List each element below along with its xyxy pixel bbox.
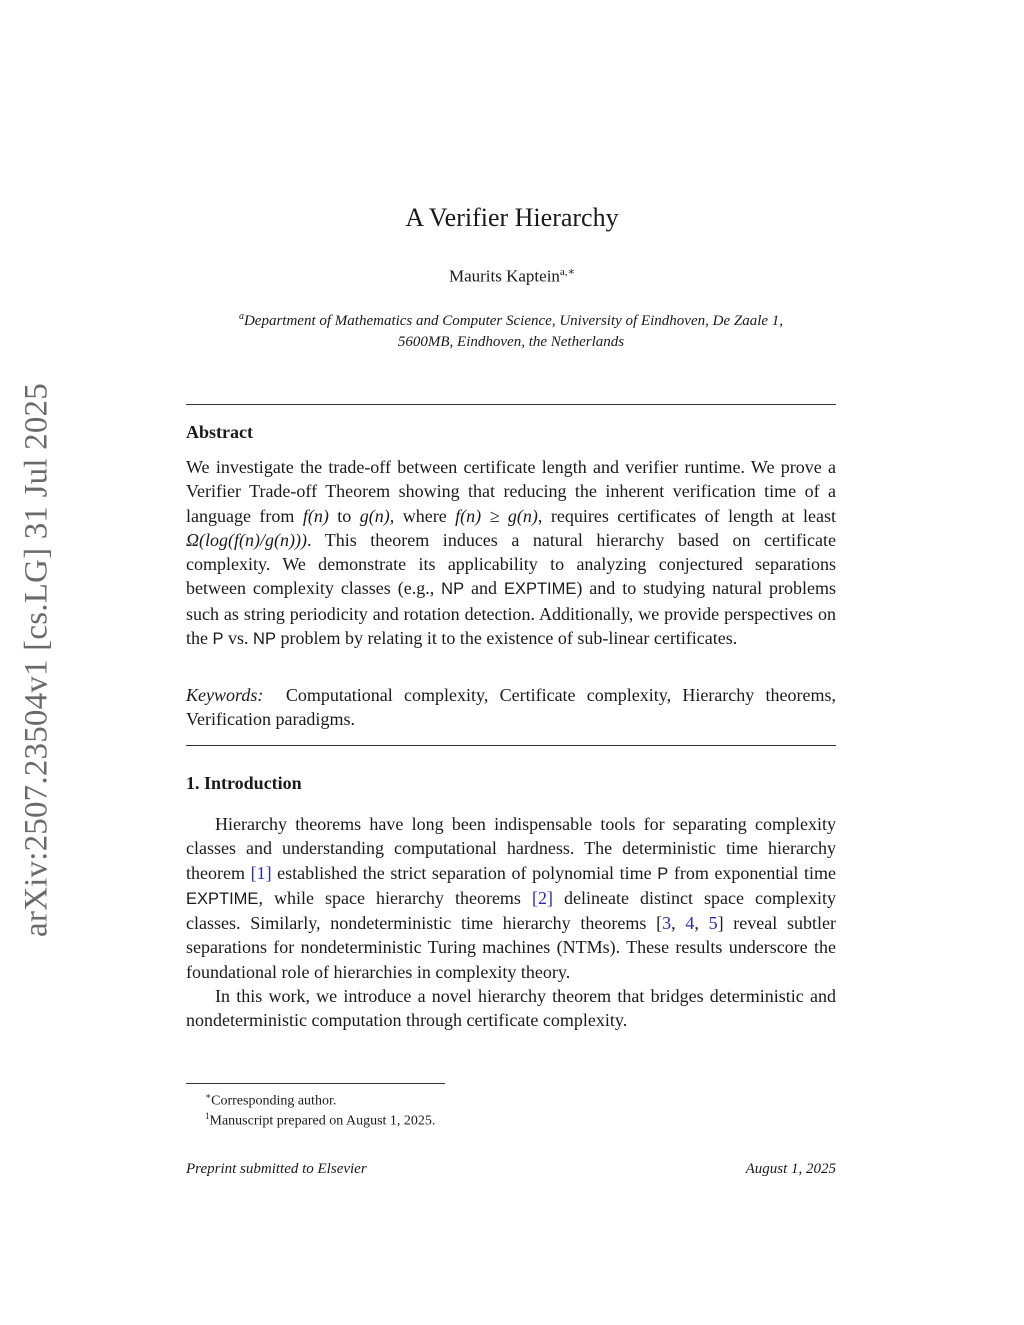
abstract-text: vs.	[223, 628, 254, 649]
abstract-text: and	[464, 578, 504, 599]
intro-text: ,	[671, 913, 686, 934]
introduction-body	[186, 812, 836, 1033]
abstract-text: . This theorem induces a natural hierarchy based on certificate complexity. We demonstrate its applicability to analyzing conjectured separations between complexity classes (e.g.,	[186, 529, 836, 599]
class-exptime: EXPTIME	[186, 889, 259, 908]
section-heading-introduction: 1. Introduction	[186, 773, 302, 793]
abstract-body	[186, 455, 836, 651]
footnote-corresponding	[205, 1091, 336, 1110]
affiliation-line-2: 5600MB, Eindhoven, the Netherlands	[397, 334, 625, 350]
abstract-text: problem by relating it to the existence of sub-linear certificates.	[275, 628, 738, 649]
keywords-text: Computational complexity, Certificate complexity, Hierarchy theorems, Verification paradigms.	[186, 685, 837, 730]
class-np: NP	[441, 580, 465, 599]
class-p: P	[657, 864, 669, 883]
footer-date: August 1, 2025	[745, 1161, 836, 1177]
affiliation-mark: a	[238, 311, 244, 322]
keywords	[186, 683, 836, 732]
class-p: P	[212, 630, 224, 649]
abstract-top-rule	[186, 404, 836, 405]
intro-text: delineate distinct space complexity classes. Similarly, nondeterministic time hierarchy theorems [	[186, 887, 836, 934]
footnote-mark: 1	[205, 1111, 210, 1121]
citation-link[interactable]: [1]	[250, 862, 272, 883]
intro-text: ] reveal subtler separations for nondeterministic Turing machines (NTMs). These results underscore the foundational role of hierarchies in complexity theory.	[186, 913, 836, 982]
abstract-text: to	[328, 505, 360, 526]
math-inequality: f(n) ≥ g(n)	[455, 505, 538, 526]
affiliation	[186, 306, 836, 353]
author-line	[0, 265, 1024, 287]
citation-link[interactable]: 3	[662, 913, 672, 934]
intro-paragraph-1	[186, 812, 836, 984]
citation-link[interactable]: 4	[685, 913, 695, 934]
author-name: Maurits Kaptein	[448, 266, 560, 286]
arxiv-identifier: arXiv:2507.23504v1 [cs.LG] 31 Jul 2025	[18, 383, 55, 937]
intro-text: from exponential time	[668, 862, 836, 883]
footnote-text: Manuscript prepared on August 1, 2025.	[209, 1113, 436, 1129]
paper-title: A Verifier Hierarchy	[405, 203, 619, 232]
math-omega-bound: Ω(log(f(n)/g(n)))	[186, 529, 307, 550]
intro-text: established the strict separation of polynomial time	[271, 862, 658, 883]
footnote-text: Corresponding author.	[211, 1093, 337, 1109]
abstract-text: ) and to studying natural problems such as string periodicity and rotation detection. Additionally, we provide perspectives on the	[186, 578, 836, 649]
footer-journal: Preprint submitted to Elsevier	[186, 1161, 367, 1177]
abstract-bottom-rule	[186, 745, 836, 746]
class-np: NP	[253, 630, 276, 649]
intro-text: Hierarchy theorems have long been indispensable tools for separating complexity classes and understanding computational hardness. The deterministic time hierarchy theorem	[186, 814, 836, 883]
footnote-manuscript	[205, 1111, 435, 1130]
keywords-label: Keywords:	[186, 685, 264, 705]
intro-text: ,	[694, 913, 709, 934]
intro-paragraph-2: In this work, we introduce a novel hierarchy theorem that bridges deterministic and nondeterministic computation through certificate complexity.	[186, 986, 836, 1031]
footnote-mark: ∗	[205, 1091, 212, 1101]
abstract-heading: Abstract	[186, 422, 253, 442]
abstract-text: , where	[389, 505, 456, 526]
footnote-rule	[186, 1083, 445, 1084]
affiliation-line-1: Department of Mathematics and Computer Science, University of Eindhoven, De Zaale 1,	[243, 313, 784, 329]
class-exptime: EXPTIME	[503, 580, 577, 599]
citation-link[interactable]: 5	[708, 913, 718, 934]
citation-link[interactable]: [2]	[531, 887, 553, 908]
abstract-text: , requires certificates of length at least	[537, 505, 836, 526]
math-fn: f(n)	[302, 505, 329, 526]
author-marks: a,∗	[559, 266, 576, 278]
intro-text: , while space hierarchy theorems	[258, 887, 532, 908]
abstract-text: We investigate the trade-off between certificate length and verifier runtime. We prove a Verifier Trade-off Theorem showing that reducing the inherent verification time of a language from	[186, 457, 836, 526]
math-gn: g(n)	[359, 505, 390, 526]
